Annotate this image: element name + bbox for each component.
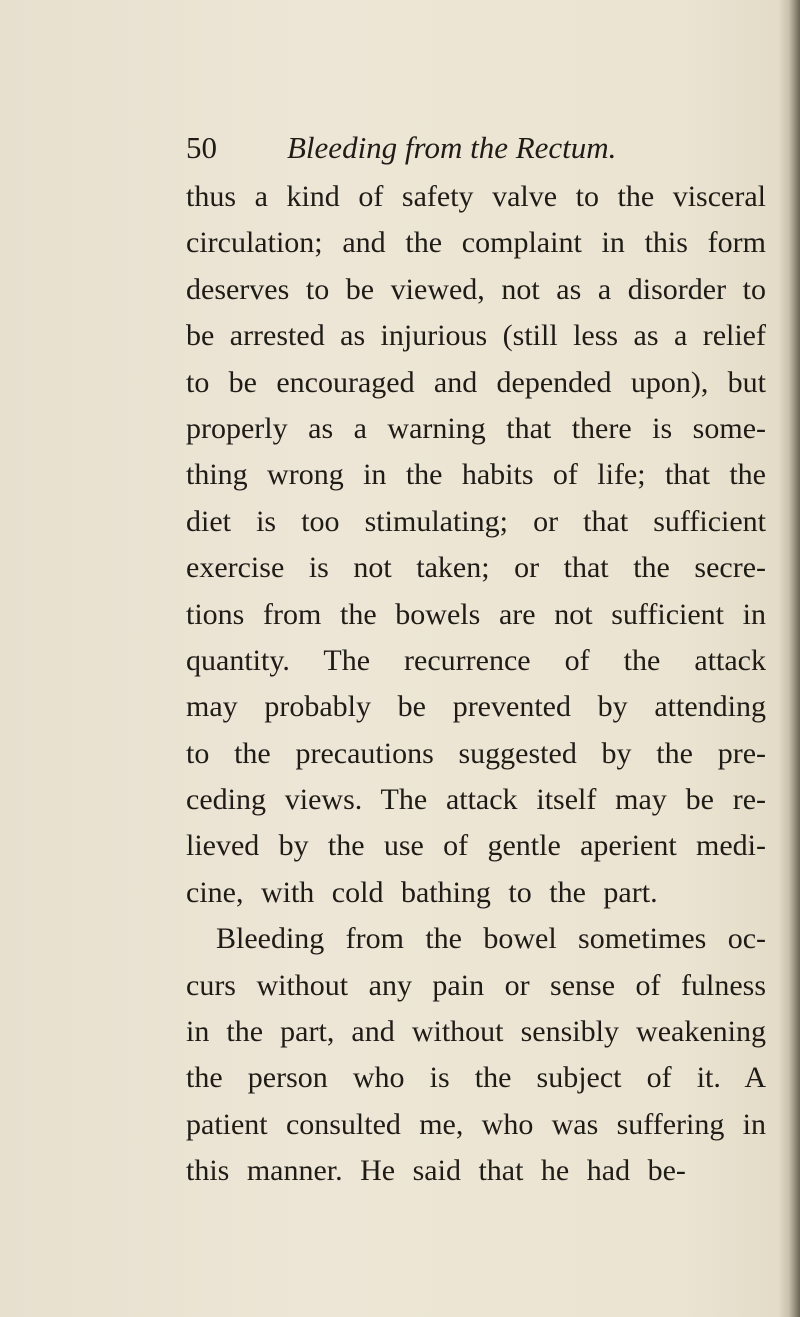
text-line: Bleeding from the bowel sometimes oc-: [216, 922, 766, 956]
text-line: thus a kind of safety valve to the visceral: [186, 180, 766, 213]
text-line: this manner. He said that he had be-: [186, 1154, 686, 1188]
text-line: properly as a warning that there is some-: [186, 411, 766, 445]
body-text: [186, 174, 766, 1195]
text-line: quantity. The recurrence of the attack: [186, 643, 766, 677]
text-line: circulation; and the complaint in this form: [186, 226, 766, 260]
text-line: curs without any pain or sense of fulness: [186, 968, 766, 1002]
text-line: lieved by the use of gentle aperient medi-: [186, 829, 766, 863]
text-line: tions from the bowels are not sufficient in: [186, 597, 766, 631]
text-line: may probably be prevented by attending: [186, 690, 766, 724]
text-line: cine, with cold bathing to the part.: [186, 875, 658, 909]
text-line: to be encouraged and depended upon), but: [186, 365, 766, 399]
text-line: ceding views. The attack itself may be re-: [186, 783, 766, 817]
page-edge-shadow: [778, 0, 800, 1317]
text-line: be arrested as injurious (still less as a relief: [186, 319, 766, 353]
page-header: [186, 130, 746, 180]
text-line: diet is too stimulating; or that sufficient: [186, 504, 766, 538]
text-line: patient consulted me, who was suffering in: [186, 1107, 766, 1141]
text-line: exercise is not taken; or that the secre-: [186, 551, 766, 585]
text-line: thing wrong in the habits of life; that the: [186, 458, 766, 492]
page-number: 50: [186, 130, 217, 165]
text-line: to the precautions suggested by the pre-: [186, 736, 766, 770]
text-line: the person who is the subject of it. A: [186, 1061, 766, 1095]
running-title: Bleeding from the Rectum.: [287, 130, 617, 165]
text-line: deserves to be viewed, not as a disorder to: [186, 272, 766, 306]
text-line: in the part, and without sensibly weakening: [186, 1015, 766, 1049]
